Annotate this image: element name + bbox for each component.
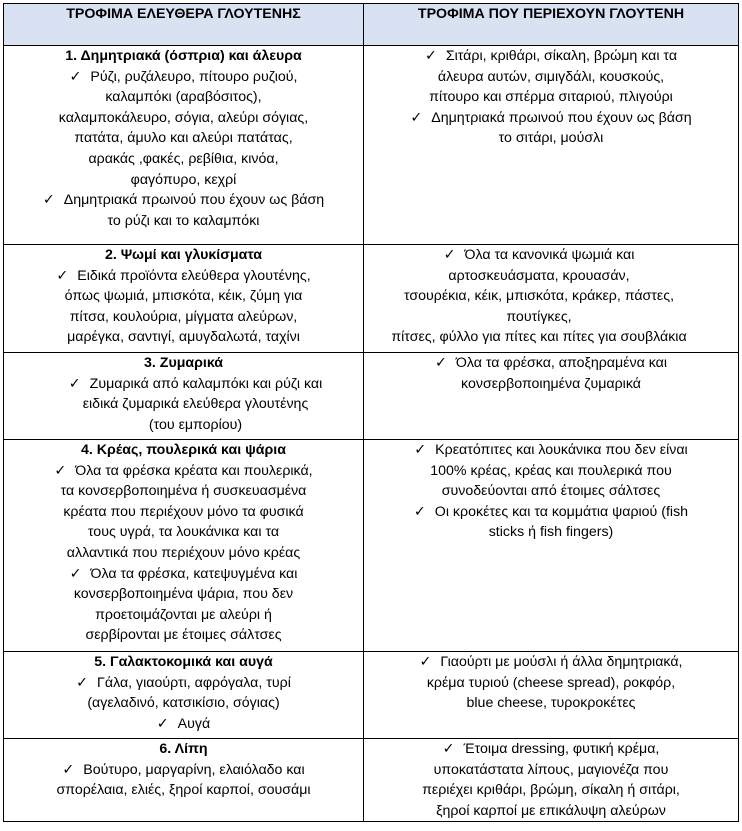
category-title: 6. Λίπη: [159, 741, 208, 757]
check-mark-icon: ✓: [424, 48, 437, 64]
item-text: το σιτάρι, μούσλι: [498, 130, 604, 147]
list-item: [364, 46, 738, 108]
gluten-free-cell: [4, 652, 364, 739]
check-mark-icon: ✓: [414, 442, 427, 458]
contains-gluten-cell: [364, 739, 739, 822]
item-text: (του εμπορίου): [148, 416, 243, 433]
table-row: [4, 739, 739, 822]
item-text: Δημητριακά πρωινού που έχουν ως βάση: [63, 192, 325, 209]
item-text: προετοιμάζονται με αλεύρι ή: [95, 606, 272, 623]
item-text: υποκατάστατα λίπους, μαγιονέζα που: [433, 761, 669, 778]
item-text: αρτοσκευάσματα, κρουασάν,: [448, 267, 630, 284]
item-text: blue cheese, τυροκροκέτες: [466, 695, 636, 712]
contains-gluten-cell: [364, 353, 739, 440]
item-text: πίτουρο και σπέρμα σιταριού, πλιγούρι: [429, 89, 673, 106]
item-text: πουτίγκες,: [506, 308, 572, 325]
table-header-row: [4, 4, 739, 46]
gluten-free-cell: [4, 245, 364, 353]
check-mark-icon: ✓: [410, 109, 423, 126]
check-mark-icon: ✓: [434, 355, 447, 371]
table-row: [4, 245, 739, 353]
item-text: Όλα τα φρέσκα κρέατα και πουλερικά,: [75, 462, 313, 479]
list-item: [364, 440, 738, 502]
check-mark-icon: ✓: [442, 741, 455, 757]
table-row: [4, 440, 739, 652]
list-item: [4, 461, 363, 564]
item-text: Σιτάρι, κριθάρι, σίκαλη, βρώμη και τα: [445, 48, 678, 64]
list-item: [364, 502, 738, 543]
list-item: [4, 714, 363, 735]
check-mark-icon: ✓: [76, 674, 89, 691]
category-title: 2. Ψωμί και γλυκίσματα: [104, 247, 263, 263]
item-text: Ειδικά προϊόντα ελεύθερα γλουτένης,: [77, 267, 311, 284]
contains-gluten-cell: [364, 440, 739, 652]
header-gluten-free: ΤΡΟΦΙΜΑ ΕΛΕΥΘΕΡΑ ΓΛΟΥΤΕΝΗΣ: [4, 4, 364, 46]
table-row: [4, 353, 739, 440]
gluten-food-table: [3, 3, 739, 822]
item-text: sticks ή fish fingers): [488, 524, 614, 541]
item-text: καλαμπόκι (αραβόσιτος),: [105, 89, 262, 106]
item-text: πίτσες, φύλλο για πίτες και πίτες για σουβλάκια: [391, 329, 687, 346]
item-text: σπορέλαια, ελιές, ξηροί καρποί, σουσάμι: [56, 782, 311, 799]
list-item: [364, 739, 738, 821]
check-mark-icon: ✓: [443, 247, 456, 263]
item-text: Οι κροκέτες και τα κομμάτια ψαριού (fish: [434, 503, 689, 520]
category-title: 3. Ζυμαρικά: [144, 355, 223, 371]
item-text: Βούτυρο, μαργαρίνη, ελαιόλαδο και: [83, 761, 305, 778]
item-text: Αυγά: [177, 715, 211, 732]
item-text: περιέχει κριθάρι, βρώμη, σίκαλη ή σιτάρι,: [422, 782, 680, 799]
table-row: [4, 652, 739, 739]
item-text: ειδικά ζυμαρικά ελεύθερα γλουτένης: [82, 396, 309, 413]
gluten-free-cell: [4, 440, 364, 652]
list-item: [364, 353, 738, 394]
list-item: [4, 266, 363, 348]
item-text: Γάλα, γιαούρτι, αφρόγαλα, τυρί: [97, 674, 291, 691]
list-item: [4, 760, 363, 801]
header-contains-gluten: ΤΡΟΦΙΜΑ ΠΟΥ ΠΕΡΙΕΧΟΥΝ ΓΛΟΥΤΕΝΗ: [364, 4, 739, 46]
item-text: Όλα τα κανονικά ψωμιά και: [464, 247, 635, 263]
item-text: ξηροί καρποί με επικάλυψη αλεύρων: [436, 802, 666, 819]
check-mark-icon: ✓: [62, 761, 75, 778]
list-item: [352, 245, 726, 348]
item-text: αλλαντικά που περιέχουν μόνο κρέας: [66, 544, 301, 561]
item-text: μαρέγκα, σαντιγί, αμυγδαλωτά, ταχίνι: [67, 329, 300, 346]
item-text: Όλα τα φρέσκα, κατεψυγμένα και: [90, 565, 298, 582]
gluten-free-cell: [4, 46, 364, 245]
item-text: 100% κρέας, κρέας και πουλερικά που: [430, 462, 672, 479]
item-text: συνοδεύονται από έτοιμες σάλτσες: [441, 483, 661, 500]
item-text: Κρεατόπιτες και λουκάνικα που δεν είναι: [435, 442, 688, 458]
item-text: πίτσα, κουλούρια, μίγματα αλεύρων,: [69, 308, 298, 325]
check-mark-icon: ✓: [42, 192, 55, 209]
item-text: Έτοιμα dressing, φυτική κρέμα,: [463, 741, 660, 757]
item-text: Όλα τα φρέσκα, αποξηραμένα και: [455, 355, 667, 371]
item-text: όπως ψωμιά, μπισκότα, κέικ, ζύμη για: [64, 288, 303, 305]
item-text: (αγελαδινό, κατσικίσιο, σόγιας): [87, 695, 280, 712]
item-text: άλευρα αυτών, σιμιγδάλι, κουσκούς,: [437, 68, 665, 85]
category-title: 4. Κρέας, πουλερικά και ψάρια: [81, 442, 286, 458]
item-text: κρέμα τυριού (cheese spread), ροκφόρ,: [426, 674, 676, 691]
item-text: Δημητριακά πρωινού που έχουν ως βάση: [431, 109, 692, 126]
item-text: φαγόπυρο, κεχρί: [130, 171, 237, 188]
item-text: πατάτα, άμυλο και αλεύρι πατάτας,: [74, 130, 293, 147]
item-text: Γιαούρτι με μούσλι ή άλλα δημητριακά,: [440, 654, 683, 670]
item-text: καλαμποκάλευρο, σόγια, αλεύρι σόγιας,: [58, 109, 309, 126]
list-item: [4, 673, 363, 714]
check-mark-icon: ✓: [413, 503, 426, 520]
list-item: [4, 564, 363, 646]
check-mark-icon: ✓: [419, 654, 432, 670]
check-mark-icon: ✓: [54, 462, 67, 479]
list-item: [364, 108, 738, 149]
table-row: [4, 46, 739, 245]
gluten-free-cell: [4, 739, 364, 822]
item-text: το ρύζι και το καλαμπόκι: [107, 212, 260, 229]
item-text: Ζυμαρικά από καλαμπόκι και ρύζι και: [89, 375, 323, 392]
contains-gluten-cell: [364, 652, 739, 739]
check-mark-icon: ✓: [69, 565, 82, 582]
check-mark-icon: ✓: [68, 375, 81, 392]
list-item: [4, 67, 363, 191]
list-item: [16, 374, 375, 436]
item-text: τα κονσερβοποιημένα ή συσκευασμένα: [60, 483, 307, 500]
item-text: αρακάς ,φακές, ρεβίθια, κινόα,: [88, 150, 279, 167]
table-body: [4, 46, 739, 822]
item-text: σερβίρονται με έτοιμες σάλτσες: [85, 627, 282, 644]
check-mark-icon: ✓: [56, 267, 69, 284]
category-title: 5. Γαλακτοκομικά και αυγά: [94, 654, 273, 670]
item-text: τσουρέκια, κέικ, μπισκότα, κράκερ, πάστες,: [403, 288, 675, 305]
check-mark-icon: ✓: [69, 68, 82, 85]
contains-gluten-cell: [364, 245, 739, 353]
check-mark-icon: ✓: [156, 715, 169, 732]
list-item: [4, 190, 363, 231]
list-item: [364, 652, 738, 714]
item-text: Ρύζι, ρυζάλευρο, πίτουρο ρυζιού,: [90, 68, 298, 85]
item-text: τους υγρά, τα λουκάνικα και τα: [87, 524, 280, 541]
item-text: κονσερβοποιημένα ψάρια, που δεν: [73, 586, 294, 603]
contains-gluten-cell: [364, 46, 739, 245]
item-text: κονσερβοποιημένα ζυμαρικά: [461, 375, 641, 392]
item-text: κρέατα που περιέχουν μόνο τα φυσικά: [63, 503, 304, 520]
gluten-free-cell: [4, 353, 364, 440]
category-title: 1. Δημητριακά (όσπρια) και άλευρα: [65, 48, 302, 64]
